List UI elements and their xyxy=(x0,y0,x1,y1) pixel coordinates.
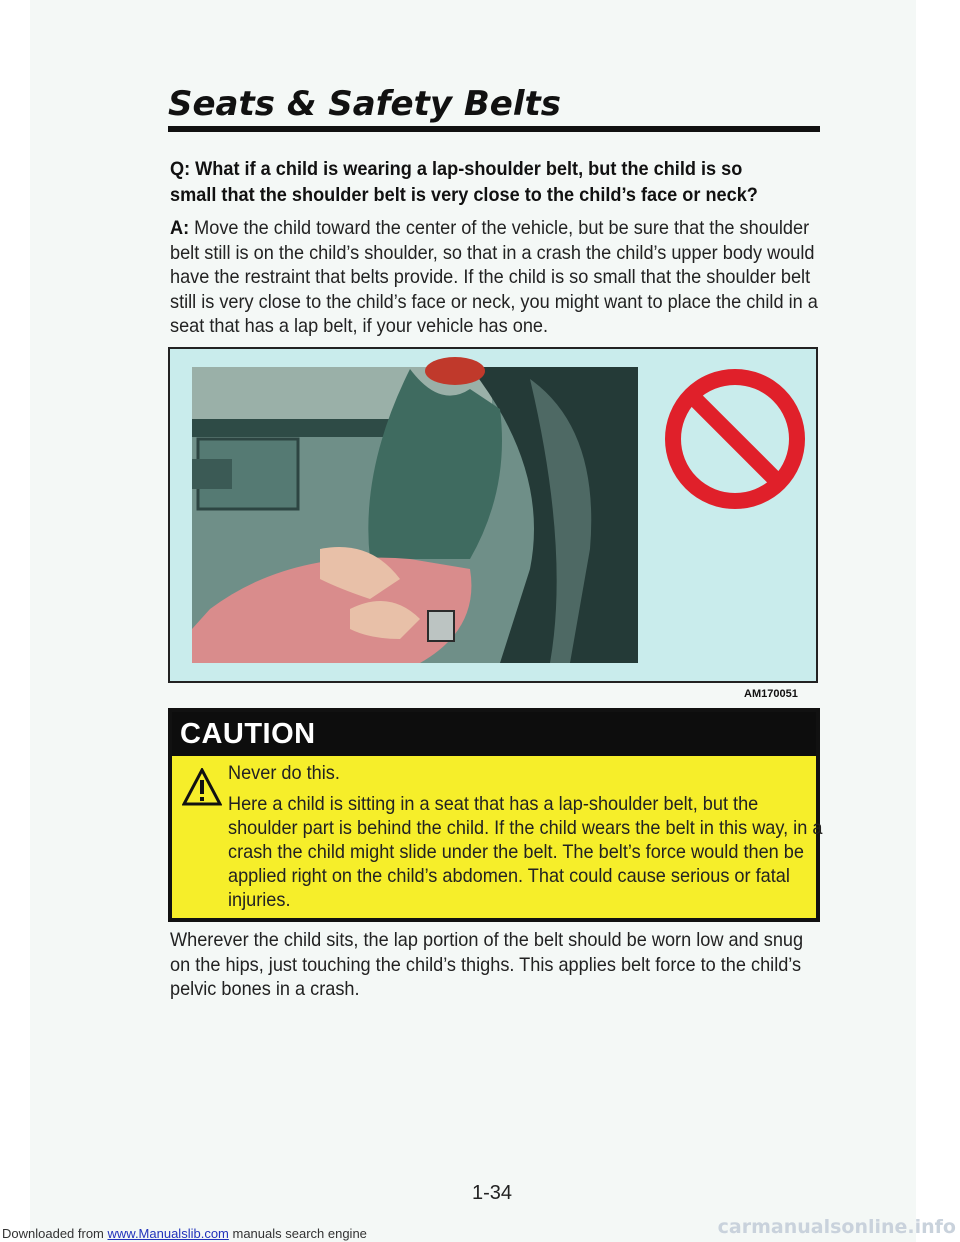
warning-triangle-icon xyxy=(182,768,222,806)
question-text: Q: What if a child is wearing a lap-shoulder belt, but the child is so small that the shoulder belt is very close to the child’s face or neck? xyxy=(170,158,758,206)
footer-suffix: manuals search engine xyxy=(228,1226,367,1241)
manualslib-link[interactable]: www.Manualslib.com xyxy=(107,1226,229,1241)
page-number: 1-34 xyxy=(472,1182,513,1204)
answer-label: A: xyxy=(170,217,190,239)
download-footer xyxy=(2,1226,367,1241)
caution-box xyxy=(168,708,823,922)
section-title: Seats & Safety Belts xyxy=(168,84,561,124)
caution-heading: CAUTION xyxy=(172,712,816,756)
answer-paragraph xyxy=(170,216,821,339)
door-handle xyxy=(192,459,232,489)
figure-code: AM170051 xyxy=(744,688,798,700)
footer-prefix: Downloaded from xyxy=(2,1226,108,1241)
caution-body-text: Here a child is sitting in a seat that has a lap-shoulder belt, but the shoulder part is behind the child. If the child wears the belt in this way, in a crash the child might slide under the belt. The belt’s force would then be applied right on the child’s abdomen. That could cause serious or fatal injuries. xyxy=(228,793,823,911)
prohibition-slash xyxy=(691,395,779,483)
illustration-figure xyxy=(168,347,818,683)
closing-paragraph: Wherever the child sits, the lap portion of the belt should be worn low and snug on the hips, just touching the child’s thighs. This applies belt force to the child’s pelvic bones in a crash. xyxy=(170,929,804,1000)
child-in-seat-illustration xyxy=(170,349,816,681)
door-trim xyxy=(192,419,412,437)
caution-warning-line: Never do this. xyxy=(228,762,340,784)
title-rule xyxy=(168,126,820,132)
belt-buckle xyxy=(428,611,454,641)
watermark: carmanualsonline.info xyxy=(717,1216,956,1238)
child-hair xyxy=(425,357,485,385)
answer-text: Move the child toward the center of the vehicle, but be sure that the shoulder belt still is on the child’s shoulder, so that in a crash the child’s upper body would have the restraint that belts provide. If the child is so small that the shoulder belt still is very close to the child’s face or neck, you might want to place the child in a seat that has a lap belt, if your vehicle has one. xyxy=(170,217,818,337)
